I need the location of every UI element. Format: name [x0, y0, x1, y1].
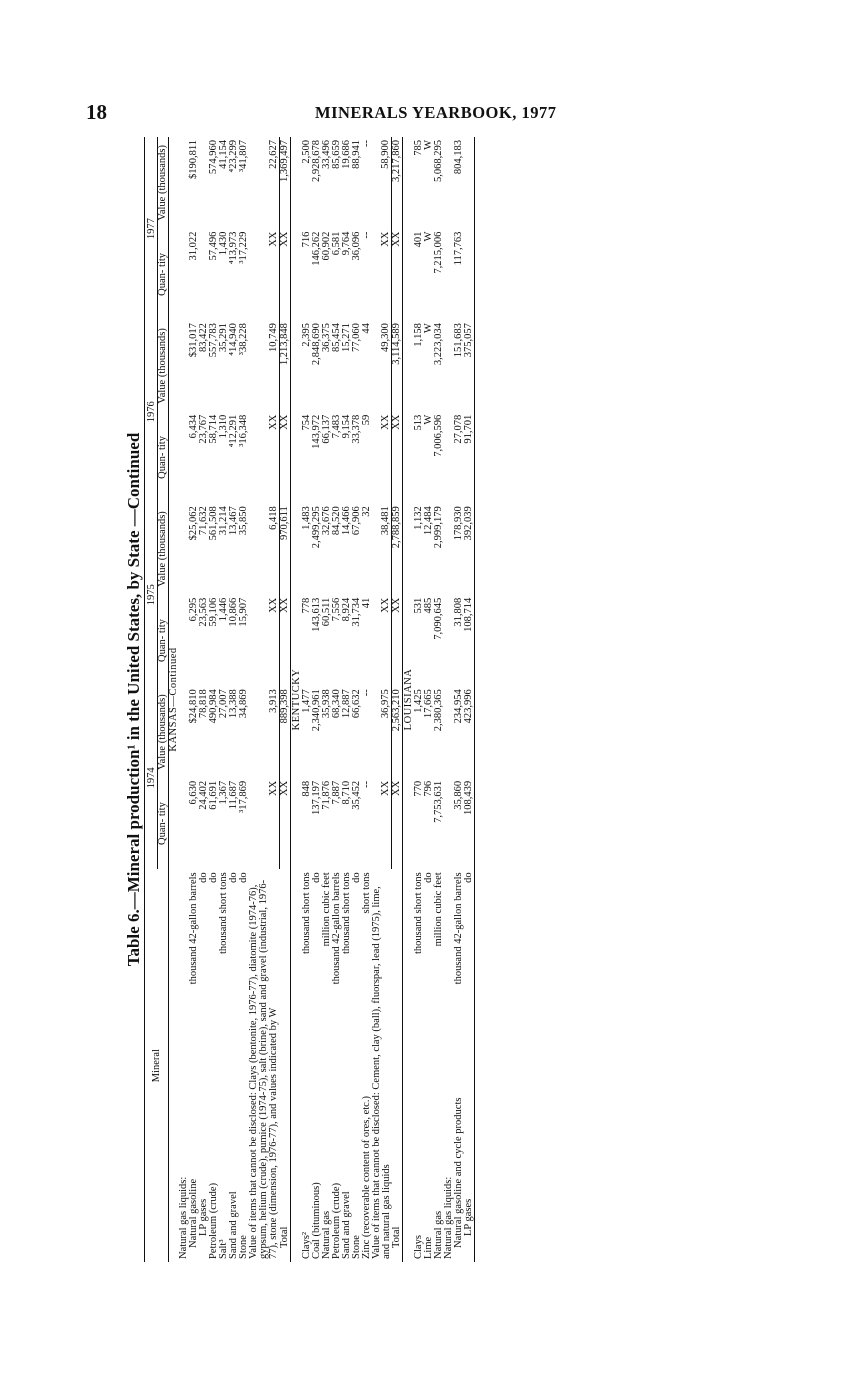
- unit-label: million cubic feet: [433, 872, 444, 947]
- value-cell: 34,869: [238, 689, 249, 719]
- quantity-cell: 108,439: [463, 780, 474, 815]
- quantity-cell: 8,710: [340, 780, 352, 805]
- quantity-cell: 9,154: [340, 414, 352, 439]
- value-cell: ⁴23,299: [228, 140, 239, 173]
- table-row: [342, 137, 352, 1262]
- unit-label: do: [238, 872, 249, 883]
- value-cell: 44: [360, 323, 372, 334]
- header-value: Value (thousands): [158, 686, 169, 778]
- page-number: 18: [86, 100, 107, 124]
- value-cell: [464, 137, 475, 229]
- value-cell: 375,057: [463, 323, 474, 358]
- quantity-cell: 117,763: [453, 231, 464, 266]
- value-cell: 35,291: [218, 323, 229, 353]
- total-row: [392, 137, 403, 1262]
- mineral-name: Total: [278, 1226, 290, 1248]
- quantity-cell: 36,096: [350, 231, 362, 261]
- quantity-cell: 57,496: [208, 231, 219, 261]
- table-row: [312, 137, 322, 1262]
- mineral-name: Stone: [238, 1235, 249, 1259]
- quantity-cell: 146,262: [310, 231, 322, 266]
- quantity-cell: XX: [380, 597, 391, 613]
- quantity-cell: ³16,348: [238, 414, 249, 447]
- quantity-cell: 23,563: [198, 597, 209, 627]
- header-year-1974: 1974: [145, 686, 158, 869]
- value-cell: 2,340,961: [310, 689, 322, 732]
- quantity-cell: 1,367: [218, 780, 229, 805]
- mineral-name: Coal (bituminous): [310, 1182, 322, 1259]
- quantity-cell: 7,887: [330, 780, 342, 805]
- header-quantity: Quan- tity: [158, 778, 169, 870]
- mineral-name: Zinc (recoverable content of ores, etc.): [360, 1096, 372, 1259]
- value-cell: 785: [413, 140, 424, 156]
- table-row: [249, 137, 279, 1262]
- quantity-cell: --: [360, 231, 372, 239]
- quantity-cell: 31,734: [350, 597, 362, 627]
- value-cell: ³38,228: [238, 323, 249, 356]
- mineral-cell: [464, 869, 475, 1262]
- value-cell: 234,954: [453, 689, 464, 724]
- quantity-cell: XX: [391, 231, 402, 247]
- quantity-cell: XX: [267, 414, 279, 430]
- quantity-cell: 9,764: [340, 231, 352, 256]
- header-mineral: Mineral: [145, 869, 169, 1262]
- value-cell: 557,783: [208, 323, 219, 358]
- value-cell: 970,611: [278, 506, 290, 540]
- mineral-name: Natural gas: [433, 1210, 444, 1259]
- quantity-cell: XX: [278, 597, 290, 613]
- quantity-cell: 531: [413, 597, 424, 614]
- value-cell: 12,887: [340, 689, 352, 719]
- quantity-cell: [464, 229, 475, 321]
- value-cell: 13,467: [228, 506, 239, 536]
- quantity-cell: 7,556: [330, 597, 342, 622]
- running-head: MINERALS YEARBOOK, 1977: [315, 103, 557, 122]
- quantity-cell: 7,483: [330, 414, 342, 439]
- quantity-cell: 23,767: [198, 414, 209, 444]
- quantity-cell: XX: [278, 414, 290, 430]
- value-cell: 490,984: [208, 689, 219, 724]
- quantity-cell: XX: [380, 231, 391, 247]
- value-cell: 561,508: [208, 506, 219, 541]
- value-cell: 1,483: [300, 506, 312, 530]
- mineral-name: LP gases: [463, 1198, 474, 1236]
- mineral-name: Clays: [413, 1235, 424, 1259]
- value-cell: 49,300: [380, 323, 391, 353]
- value-cell: 36,375: [320, 323, 332, 353]
- quantity-cell: 754: [300, 414, 312, 431]
- mineral-name: Natural gas: [320, 1210, 332, 1259]
- value-cell: 3,217,860: [391, 140, 402, 182]
- header-year-1975: 1975: [145, 503, 158, 686]
- value-cell: 77,060: [350, 323, 362, 353]
- mineral-name: Natural gas liquids:: [178, 1176, 189, 1259]
- quantity-cell: 31,808: [453, 597, 464, 627]
- quantity-cell: 7,753,631: [433, 780, 444, 823]
- unit-label: do: [350, 872, 362, 883]
- quantity-cell: 8,924: [340, 597, 352, 622]
- section-heading-row: [292, 137, 302, 1262]
- unit-label: do: [423, 872, 434, 883]
- value-cell: 3,913: [267, 689, 279, 713]
- quantity-cell: 513: [413, 414, 424, 431]
- value-cell: 36,975: [380, 689, 391, 719]
- value-cell: 2,380,365: [433, 689, 444, 732]
- quantity-cell: 41: [360, 597, 372, 609]
- quantity-cell: --: [360, 780, 372, 788]
- value-cell: 1,477: [300, 689, 312, 713]
- quantity-cell: 770: [413, 780, 424, 797]
- quantity-cell: 401: [413, 231, 424, 248]
- value-cell: 31,214: [218, 506, 229, 536]
- value-cell: 32,676: [320, 506, 332, 536]
- value-cell: 22,627: [267, 140, 279, 169]
- quantity-cell: XX: [391, 780, 402, 796]
- mineral-name: Clays²: [300, 1231, 312, 1259]
- section-heading: LOUISIANA: [403, 668, 414, 731]
- value-cell: 84,520: [330, 506, 342, 536]
- quantity-cell: W: [423, 231, 434, 242]
- mineral-cell: [414, 869, 424, 1262]
- quantity-cell: 716: [300, 231, 312, 248]
- value-cell: 2,848,690: [310, 323, 322, 366]
- value-cell: 88,941: [350, 140, 362, 169]
- value-cell: 1,132: [413, 506, 424, 530]
- mineral-name: Petroleum (crude): [208, 1182, 219, 1259]
- table-row: [372, 137, 392, 1262]
- value-cell: 78,818: [198, 689, 209, 719]
- quantity-cell: 66,137: [320, 414, 332, 444]
- value-cell: 2,788,859: [391, 506, 402, 549]
- quantity-cell: 143,972: [310, 414, 322, 449]
- quantity-cell: XX: [380, 414, 391, 430]
- mineral-name: Salt³: [218, 1239, 229, 1259]
- value-cell: 68,340: [330, 689, 342, 719]
- quantity-cell: XX: [391, 597, 402, 613]
- value-cell: 83,422: [198, 323, 209, 353]
- mineral-name: Sand and gravel: [228, 1191, 239, 1259]
- value-cell: 12,484: [423, 506, 434, 536]
- header-value: Value (thousands): [158, 503, 169, 595]
- mineral-cell: [229, 869, 239, 1262]
- rotated-table-container: [120, 137, 835, 1262]
- quantity-cell: 778: [300, 597, 312, 614]
- quantity-cell: XX: [391, 414, 402, 430]
- value-cell: 19,686: [340, 140, 352, 169]
- header-quantity: Quan- tity: [158, 412, 169, 504]
- mineral-name: Stone: [350, 1235, 362, 1259]
- table-row: [332, 137, 342, 1262]
- value-cell: 2,928,678: [310, 140, 322, 182]
- unit-label: thousand 42-gallon barrels: [330, 872, 342, 985]
- mineral-name: LP gases: [198, 1198, 209, 1236]
- quantity-cell: 7,090,645: [433, 597, 444, 640]
- value-cell: 85,659: [330, 140, 342, 169]
- quantity-cell: 58,714: [208, 414, 219, 444]
- quantity-cell: 59,106: [208, 597, 219, 627]
- value-cell: 574,960: [208, 140, 219, 175]
- value-cell: 6,418: [267, 506, 279, 530]
- value-cell: 27,007: [218, 689, 229, 719]
- unit-label: thousand short tons: [218, 872, 229, 955]
- quantity-cell: XX: [267, 780, 279, 796]
- quantity-cell: 137,197: [310, 780, 322, 815]
- quantity-cell: 60,511: [320, 597, 332, 627]
- value-cell: 33,496: [320, 140, 332, 169]
- value-cell: 1,213,848: [278, 323, 290, 366]
- table-row: [434, 137, 444, 1262]
- unit-label: do: [208, 872, 219, 883]
- value-cell: 1,425: [413, 689, 424, 713]
- value-cell: 1,369,497: [278, 140, 290, 182]
- quantity-cell: 35,452: [350, 780, 362, 810]
- value-cell: 32: [360, 506, 372, 517]
- unit-label: thousand short tons: [413, 872, 424, 955]
- value-cell: 38,481: [380, 506, 391, 536]
- table-row: [302, 137, 312, 1262]
- header-quantity: Quan- tity: [158, 229, 169, 321]
- value-cell: 15,271: [340, 323, 352, 353]
- mineral-name: Value of items that cannot be disclosed: Clays (bentonite, 1976-77), diatomite (1974-76), gypsum, helium (crude), pumice (1974-75), salt (brine), sand and gravel (industrial, 1976-77), stone (dimension, 1976-77), and values indicated by W: [248, 879, 279, 1259]
- value-cell: 58,900: [380, 140, 391, 169]
- quantity-cell: 71,876: [320, 780, 332, 810]
- unit-label: do: [463, 872, 474, 883]
- unit-label: short tons: [360, 872, 372, 914]
- value-cell: --: [360, 140, 372, 147]
- value-cell: ³41,807: [238, 140, 249, 173]
- mineral-production-table: [144, 137, 476, 1262]
- quantity-cell: ⁴12,291: [228, 414, 239, 448]
- value-cell: 17,665: [423, 689, 434, 719]
- quantity-cell: ³17,229: [238, 231, 249, 264]
- quantity-cell: 24,402: [198, 780, 209, 810]
- table-body: [169, 137, 477, 1262]
- quantity-cell: 11,687: [228, 780, 239, 810]
- header-year-row: [145, 137, 158, 1262]
- quantity-cell: 27,078: [453, 414, 464, 444]
- value-cell: 66,632: [350, 689, 362, 719]
- value-cell: W: [423, 323, 434, 334]
- quantity-cell: 848: [300, 780, 312, 797]
- value-cell: 5,068,295: [433, 140, 444, 182]
- unit-label: do: [198, 872, 209, 883]
- section-heading: KANSAS—Continued: [168, 647, 179, 752]
- quantity-cell: 1,446: [218, 597, 229, 622]
- quantity-cell: 6,581: [330, 231, 342, 256]
- unit-label: do: [228, 872, 239, 883]
- value-cell: 67,906: [350, 506, 362, 536]
- value-cell: 804,183: [453, 140, 464, 175]
- quantity-cell: 60,902: [320, 231, 332, 261]
- value-cell: 2,499,295: [310, 506, 322, 549]
- quantity-cell: 15,907: [238, 597, 249, 627]
- value-cell: --: [360, 689, 372, 697]
- table-bottom-rule: [475, 137, 477, 1262]
- quantity-cell: XX: [380, 780, 391, 796]
- quantity-cell: ⁴13,973: [228, 231, 239, 265]
- value-cell: 3,223,034: [433, 323, 444, 366]
- mineral-cell: [280, 869, 291, 1262]
- quantity-cell: 7,215,006: [433, 231, 444, 274]
- quantity-cell: 1,430: [218, 231, 229, 256]
- value-cell: 178,930: [453, 506, 464, 541]
- mineral-cell: [342, 869, 352, 1262]
- value-cell: 85,454: [330, 323, 342, 353]
- quantity-cell: 6,434: [188, 414, 199, 439]
- quantity-cell: 61,691: [208, 780, 219, 810]
- quantity-cell: 35,860: [453, 780, 464, 810]
- unit-label: thousand 42-gallon barrels: [188, 872, 199, 985]
- value-cell: 3,114,589: [391, 323, 402, 365]
- header-quantity: Quan- tity: [158, 595, 169, 687]
- section-heading: KENTUCKY: [290, 668, 302, 731]
- quantity-cell: 6,630: [188, 780, 199, 805]
- mineral-cell: [392, 869, 403, 1262]
- value-cell: 2,563,210: [391, 689, 402, 732]
- value-cell: 151,683: [453, 323, 464, 358]
- mineral-cell: [312, 869, 322, 1262]
- value-cell: 1,158: [413, 323, 424, 347]
- value-cell: 35,850: [238, 506, 249, 536]
- value-cell: 10,749: [267, 323, 279, 353]
- quantity-cell: ³17,869: [238, 780, 249, 813]
- value-cell: $31,017: [188, 323, 199, 358]
- quantity-cell: 31,022: [188, 231, 199, 261]
- mineral-name: Natural gasoline: [188, 1178, 199, 1248]
- header-value: Value (thousands): [158, 320, 169, 412]
- quantity-cell: 6,295: [188, 597, 199, 622]
- mineral-name: Lime: [423, 1236, 434, 1259]
- mineral-name: Total: [391, 1226, 402, 1248]
- table-row: [322, 137, 332, 1262]
- value-cell: ⁴14,940: [228, 323, 239, 356]
- mineral-name: Natural gas liquids:: [443, 1176, 454, 1259]
- quantity-cell: 485: [423, 597, 434, 614]
- value-cell: 13,388: [228, 689, 239, 719]
- table-row: [464, 137, 475, 1262]
- unit-label: thousand short tons: [340, 872, 352, 955]
- mineral-name: Value of items that cannot be disclosed: Cement, clay (ball), fluorspar, lead (1975), lime, and natural gas liquids: [370, 886, 392, 1259]
- quantity-cell: XX: [278, 780, 290, 796]
- value-cell: 392,039: [463, 506, 474, 541]
- mineral-name: Sand and gravel: [340, 1191, 352, 1259]
- quantity-cell: 108,714: [463, 597, 474, 632]
- quantity-cell: XX: [267, 231, 279, 247]
- header-year-1977: 1977: [145, 137, 158, 320]
- value-cell: 423,996: [463, 689, 474, 724]
- quantity-cell: XX: [278, 231, 290, 247]
- unit-label: thousand 42-gallon barrels: [453, 872, 464, 985]
- section-heading-row: [169, 137, 180, 1262]
- unit-label: thousand short tons: [300, 872, 312, 955]
- value-cell: 2,999,179: [433, 506, 444, 549]
- quantity-cell: W: [423, 414, 434, 425]
- quantity-cell: 1,310: [218, 414, 229, 439]
- table-row: [352, 137, 362, 1262]
- mineral-name: Natural gasoline and cycle products: [453, 1097, 464, 1248]
- quantity-cell: 33,378: [350, 414, 362, 444]
- quantity-cell: 796: [423, 780, 434, 797]
- header-value: Value (thousands): [158, 137, 169, 229]
- value-cell: 14,466: [340, 506, 352, 536]
- value-cell: 889,398: [278, 689, 290, 724]
- mineral-cell: [372, 869, 392, 1262]
- value-cell: $25,062: [188, 506, 199, 541]
- header-year-1976: 1976: [145, 320, 158, 503]
- mineral-name: Petroleum (crude): [330, 1182, 342, 1259]
- quantity-cell: 59: [360, 414, 372, 426]
- value-cell: $190,811: [188, 140, 199, 179]
- mineral-cell: [249, 869, 279, 1262]
- value-cell: 35,938: [320, 689, 332, 719]
- unit-label: do: [310, 872, 322, 883]
- value-cell: 2,395: [300, 323, 312, 347]
- value-cell: $24,810: [188, 689, 199, 724]
- value-cell: W: [423, 140, 434, 150]
- table-title: Table 6.—Mineral production¹ in the United States, by State —Continued: [124, 432, 143, 967]
- quantity-cell: XX: [267, 597, 279, 613]
- quantity-cell: 91,701: [463, 414, 474, 444]
- quantity-cell: 143,613: [310, 597, 322, 632]
- unit-label: million cubic feet: [320, 872, 332, 947]
- quantity-cell: 7,006,596: [433, 414, 444, 457]
- value-cell: 41,154: [218, 140, 229, 169]
- quantity-cell: 10,866: [228, 597, 239, 627]
- total-row: [280, 137, 291, 1262]
- value-cell: 71,632: [198, 506, 209, 536]
- value-cell: 2,500: [300, 140, 312, 164]
